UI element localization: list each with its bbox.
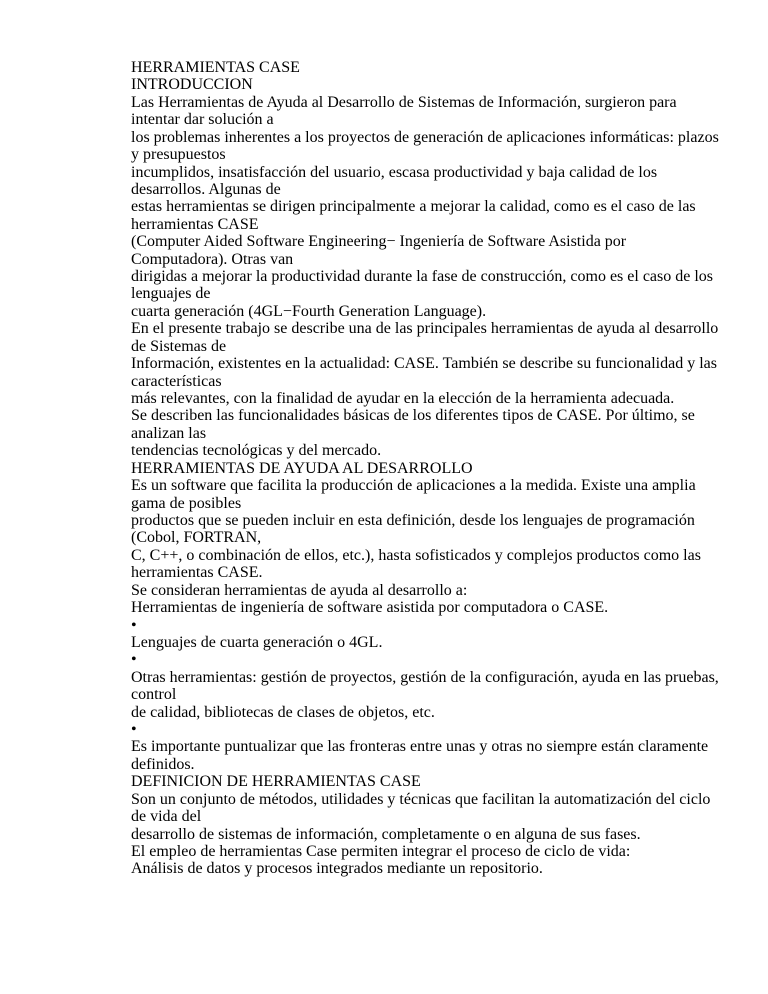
text-line: herramientas CASE. (131, 564, 263, 582)
text-line: herramientas CASE (131, 215, 259, 233)
text-line: HERRAMIENTAS CASE (131, 59, 300, 76)
bullet-point: • (131, 651, 137, 669)
text-line: Otras herramientas: gestión de proyectos, gestión de la configuración, ayuda en las pruebas, (131, 668, 719, 686)
text-line: control (131, 686, 177, 704)
text-line: desarrollo de sistemas de información, completamente o en alguna de sus fases. (131, 825, 641, 843)
text-line: (Cobol, FORTRAN, (131, 529, 262, 547)
text-line: Información, existentes en la actualidad: CASE. También se describe su funcionalidad y las (131, 355, 717, 373)
text-line: lenguajes de (131, 285, 211, 303)
text-line: Se describen las funcionalidades básicas de los diferentes tipos de CASE. Por último, se (131, 407, 695, 425)
text-line: Lenguajes de cuarta generación o 4GL. (131, 633, 383, 651)
text-line: y presupuestos (131, 146, 226, 164)
text-line: Es importante puntualizar que las fronteras entre unas y otras no siempre están claramente (131, 738, 709, 756)
text-line: HERRAMIENTAS DE AYUDA AL DESARROLLO (131, 459, 473, 477)
text-line: incumplidos, insatisfacción del usuario, escasa productividad y baja calidad de los (131, 163, 658, 181)
text-line: Son un conjunto de métodos, utilidades y técnicas que facilitan la automatización del ciclo (131, 790, 711, 808)
text-line: productos que se pueden incluir en esta definición, desde los lenguajes de programación (131, 511, 695, 529)
document-body (131, 59, 719, 878)
text-line: estas herramientas se dirigen principalmente a mejorar la calidad, como es el caso de las (131, 198, 696, 216)
text-line: Computadora). Otras van (131, 250, 294, 268)
text-line: los problemas inherentes a los proyectos de generación de aplicaciones informáticas: plazos (131, 128, 719, 146)
text-line: C, C++, o combinación de ellos, etc.), hasta sofisticados y complejos productos como las (131, 546, 701, 564)
text-line: características (131, 372, 222, 390)
text-line: INTRODUCCION (131, 76, 253, 94)
text-line: de calidad, bibliotecas de clases de objetos, etc. (131, 703, 435, 721)
text-line: de vida del (131, 808, 202, 826)
text-line: tendencias tecnológicas y del mercado. (131, 442, 382, 460)
text-line: Herramientas de ingeniería de software asistida por computadora o CASE. (131, 599, 609, 617)
bullet-point: • (131, 721, 137, 739)
text-line: El empleo de herramientas Case permiten integrar el proceso de ciclo de vida: (131, 842, 631, 860)
text-line: dirigidas a mejorar la productividad durante la fase de construcción, como es el caso de los (131, 268, 714, 286)
bullet-point: • (131, 616, 137, 634)
text-line: (Computer Aided Software Engineering− Ingeniería de Software Asistida por (131, 233, 627, 251)
text-line: más relevantes, con la finalidad de ayudar en la elección de la herramienta adecuada. (131, 390, 675, 408)
text-line: DEFINICION DE HERRAMIENTAS CASE (131, 773, 421, 791)
text-line: Es un software que facilita la producción de aplicaciones a la medida. Existe una amplia (131, 477, 696, 495)
text-line: Se consideran herramientas de ayuda al desarrollo a: (131, 581, 468, 599)
text-line: En el presente trabajo se describe una de las principales herramientas de ayuda al desarrollo (131, 320, 719, 338)
text-line: Las Herramientas de Ayuda al Desarrollo de Sistemas de Información, surgieron para (131, 93, 677, 111)
text-line: definidos. (131, 755, 195, 773)
text-line: desarrollos. Algunas de (131, 180, 281, 198)
text-line: gama de posibles (131, 494, 242, 512)
text-line: intentar dar solución a (131, 111, 274, 129)
text-line: analizan las (131, 424, 207, 442)
text-line: Análisis de datos y procesos integrados mediante un repositorio. (131, 860, 543, 878)
text-line: cuarta generación (4GL−Fourth Generation Language). (131, 302, 487, 320)
text-line: de Sistemas de (131, 337, 227, 355)
